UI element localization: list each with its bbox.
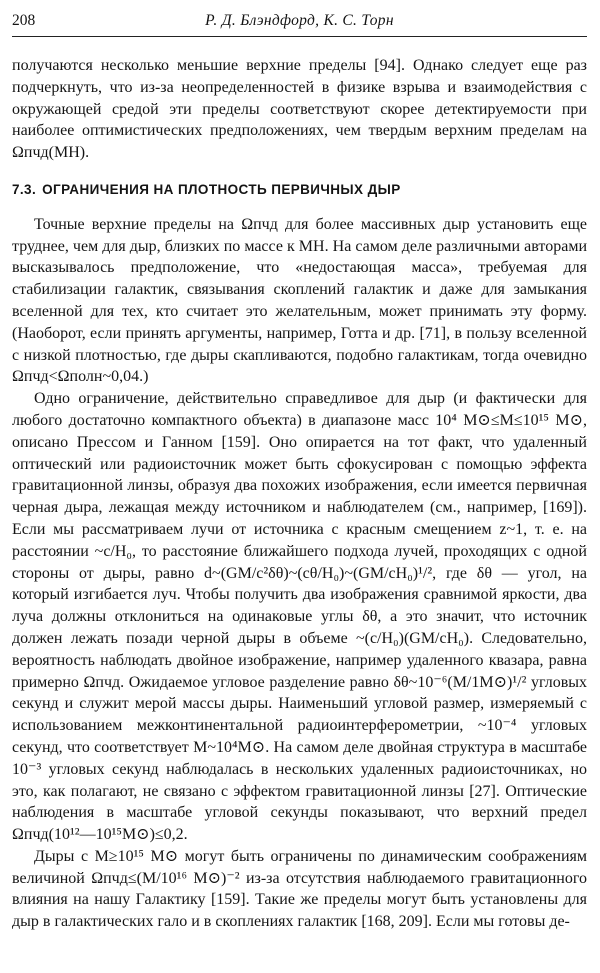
paragraph-upper-limits: Точные верхние пределы на Ωпчд для более массивных дыр установить еще труднее, чем для дыр, близких по массе к MH. На самом деле различными авторами высказывалось предположение, что «недостающая масса», требуемая для стабилизации галактик, связывания скоплений галактик и даже для замыкания вселенной для тех, кто считает это желательным, может принимать эту форму. (Наоборот, если принять аргументы, например, Готта и др. [71], в пользу вселенной с низкой плотностью, где дыры скапливаются, подобно галактикам, тогда очевидно Ωпчд<Ωполн~0,04.) <box>12 215 587 386</box>
running-head-authors: Р. Д. Блэндфорд, К. С. Торн <box>205 12 394 29</box>
paragraph-gravitational-lens: Одно ограничение, действительно справедливое для дыр (и фактически для любого достаточно компактного объекта) в диапазоне масс 10⁴ M⊙≤M≤10¹⁵ M⊙, описано Прессом и Ганном [159]. Оно опирается на тот факт, что удаленный оптический или радиоисточник может быть сфокусирован с помощью эффекта гравитационной линзы, образуя два похожих изображения, если имеется первичная черная дыра, лежащая между источником и наблюдателем (см., например, [169]). Если мы рассматриваем лучи от источника с красным смещением z~1, т. е. на расстоянии ~c/H₀, то расстояние ближайшего подхода лучей, проходящих с одной стороны от дыры, равно d~(GM/c²δθ)~(cθ/H₀)~(GM/cH₀)¹/², где δθ — угол, на который изгибается луч. Чтобы получить два изображения сравнимой яркости, два луча должны отклониться на одинаковые углы δθ, а это значит, что источник должен лежать позади черной дыры в объеме ~(c/H₀)(GM/cH₀). Следовательно, вероятность наблюдать двойное изображение, например удаленного квазара, равна примерно Ωпчд. Ожидаемое угловое разделение равно δθ~10⁻⁶(M/1M⊙)¹/² угловых секунд и служит мерой массы дыры. Наименьший угловой размер, измеряемый с использованием межконтинентальной радиоинтерферометрии, ~10⁻⁴ угловых секунд, что соответствует M~10⁴M⊙. На самом деле двойная структура в масштабе 10⁻³ угловых секунд наблюдалась в нескольких удаленных радиоисточниках, но это, как полагают, не связано с эффектом гравитационной линзы [27]. Оптические наблюдения в масштабе угловой секунды показывают, что верхний предел Ωпчд(10¹²—10¹⁵M⊙)≤0,2. <box>12 390 587 844</box>
page-body <box>12 55 587 933</box>
page-number: 208 <box>12 12 36 29</box>
section-heading <box>12 179 587 201</box>
section-number: 7.3. <box>12 181 37 197</box>
paragraph-dynamical-limits: Дыры с M≥10¹⁵ M⊙ могут быть ограничены по динамическим соображениям величиной Ωпчд≤(M/10¹⁶ M⊙)⁻² из-за отсутствия наблюдаемого гравитационного влияния на нашу Галактику [159]. Такие же пределы могут быть установлены для дыр в галактических гало и в скоплениях галактик [168, 209]. Если мы готовы де- <box>12 847 587 931</box>
page-header <box>12 8 587 37</box>
book-page <box>12 8 587 933</box>
section-title: ОГРАНИЧЕНИЯ НА ПЛОТНОСТЬ ПЕРВИЧНЫХ ДЫР <box>42 181 401 197</box>
paragraph-continuation: получаются несколько меньшие верхние пределы [94]. Однако следует еще раз подчеркнуть, что из-за неопределенностей в физике взрыва и взаимодействия с окружающей средой эти пределы соответствуют скорее детектируемости при наиболее оптимистических предположениях, чем твердым верхним пределам на Ωпчд(MH). <box>12 57 587 162</box>
